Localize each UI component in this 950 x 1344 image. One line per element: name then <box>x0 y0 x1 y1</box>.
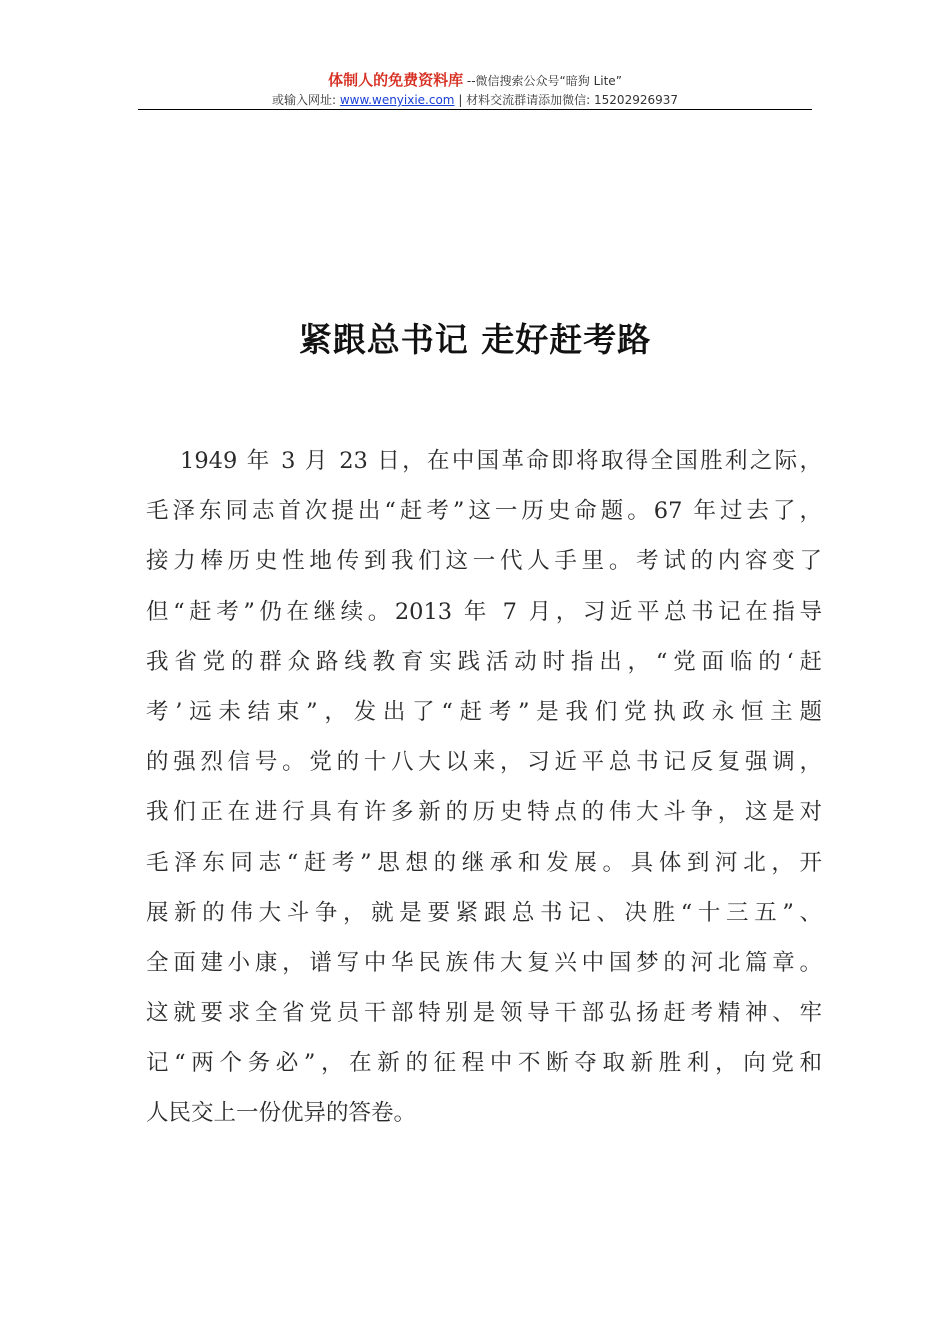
header-divider <box>138 109 812 110</box>
header-tagline: --微信搜索公众号“暗狗 Lite” <box>463 74 622 88</box>
paragraph-line: 全面建小康，谱写中华民族伟大复兴中国梦的河北篇章。 <box>146 949 822 976</box>
paragraph-line: 记“两个务必”，在新的征程中不断夺取新胜利，向党和 <box>146 1050 822 1077</box>
header-contact: | 材料交流群请添加微信: 15202926937 <box>454 93 679 107</box>
paragraph-line: 我们正在进行具有许多新的历史特点的伟大斗争，这是对 <box>146 799 822 826</box>
paragraph-line: 毛泽东同志首次提出“赶考”这一历史命题。67 年过去了， <box>146 498 822 525</box>
page-header <box>138 70 812 109</box>
paragraph-line: 我省党的群众路线教育实践活动时指出，“党面临的‘赶 <box>146 648 822 675</box>
paragraph-line: 这就要求全省党员干部特别是领导干部弘扬赶考精神、牢 <box>146 1000 822 1027</box>
header-line-brand <box>138 70 812 91</box>
paragraph-line: 接力棒历史性地传到我们这一代人手里。考试的内容变了 <box>146 548 822 575</box>
article-body <box>146 436 822 1139</box>
header-url-prefix: 或输入网址: <box>271 93 340 107</box>
article-title: 紧跟总书记 走好赶考路 <box>298 320 652 359</box>
header-brand: 体制人的免费资料库 <box>328 71 464 89</box>
paragraph-line: 1949 年 3 月 23 日，在中国革命即将取得全国胜利之际， <box>180 448 822 474</box>
header-url-link[interactable]: www.wenyixie.com <box>339 93 455 107</box>
paragraph-line: 人民交上一份优异的答卷。 <box>146 1100 417 1127</box>
paragraph-line: 考’远未结束”，发出了“赶考”是我们党执政永恒主题 <box>146 698 822 725</box>
paragraph-line: 的强烈信号。党的十八大以来，习近平总书记反复强调， <box>146 749 822 776</box>
paragraph-line: 但“赶考”仍在继续。2013 年 7 月，习近平总书记在指导 <box>146 598 822 625</box>
header-line-contact <box>138 91 812 109</box>
paragraph-line: 毛泽东同志“赶考”思想的继承和发展。具体到河北，开 <box>146 849 822 876</box>
paragraph-line: 展新的伟大斗争，就是要紧跟总书记、决胜“十三五”、 <box>146 899 822 926</box>
